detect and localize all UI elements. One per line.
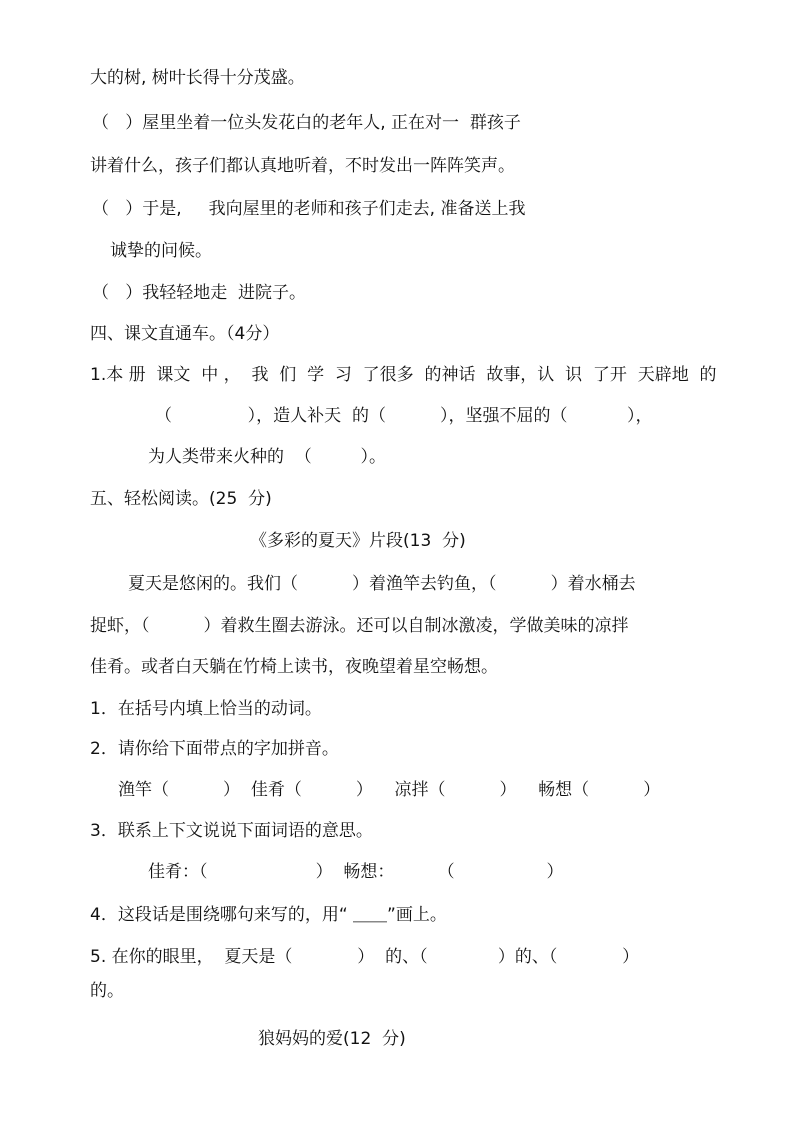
text-line-1: 大的树, 树叶长得十分茂盛。 (90, 68, 305, 88)
text-line-4: （ ）于是, 我向屋里的老师和孩子们走去, 准备送上我 (92, 199, 526, 219)
text-line-2: （ ）屋里坐着一位头发花白的老年人, 正在对一 群孩子 (92, 113, 521, 133)
reading-q5: 5. 在你的眼里， 夏天是（ ） 的、（ ）的、（ ） (90, 947, 640, 967)
reading-q1: 1．在括号内填上恰当的动词。 (90, 699, 322, 719)
section-heading-5: 五、轻松阅读。(25 分) (90, 489, 272, 509)
passage-title-wolf: 狼妈妈的爱(12 分) (258, 1029, 406, 1049)
reading-q3: 3．联系上下文说说下面词语的意思。 (90, 821, 373, 841)
passage-line-2: 捉虾，（ ）着救生圈去游泳。还可以自制冰激凌，学做美味的凉拌 (90, 616, 629, 636)
text-line-6: （ ）我轻轻地走 进院子。 (92, 283, 307, 303)
reading-q3-blanks: 佳肴：（ ） 畅想： （ ） (148, 862, 564, 882)
text-line-5: 诚挚的问候。 (110, 241, 212, 261)
passage-title-summer: 《多彩的夏天》片段(13 分) (250, 531, 466, 551)
question-4-1-blanks: （ ），造人补天 的（ ），坚强不屈的（ ）， (155, 406, 653, 426)
reading-q2: 2．请你给下面带点的字加拼音。 (90, 739, 339, 759)
reading-q4: 4．这段话是围绕哪句来写的，用“ ＿＿”画上。 (90, 905, 447, 925)
section-heading-4: 四、课文直通车。（4分） (90, 324, 280, 344)
text-line-3: 讲着什么，孩子们都认真地听着，不时发出一阵阵笑声。 (90, 156, 515, 176)
reading-q2-blanks: 渔竿（ ） 佳肴（ ） 凉拌（ ） 畅想（ ） (118, 780, 661, 800)
reading-q5-cont: 的。 (90, 981, 124, 1001)
passage-line-1: 夏天是悠闲的。我们（ ）着渔竿去钓鱼，（ ）着水桶去 (128, 574, 636, 594)
passage-line-3: 佳肴。或者白天躺在竹椅上读书，夜晚望着星空畅想。 (90, 657, 498, 677)
question-4-1-cont: 为人类带来火种的 （ ）。 (148, 447, 386, 467)
question-4-1: 1.本 册 课文 中 ， 我 们 学 习 了很多 的神话 故事，认 识 了开 天辟地 的 (90, 365, 717, 385)
